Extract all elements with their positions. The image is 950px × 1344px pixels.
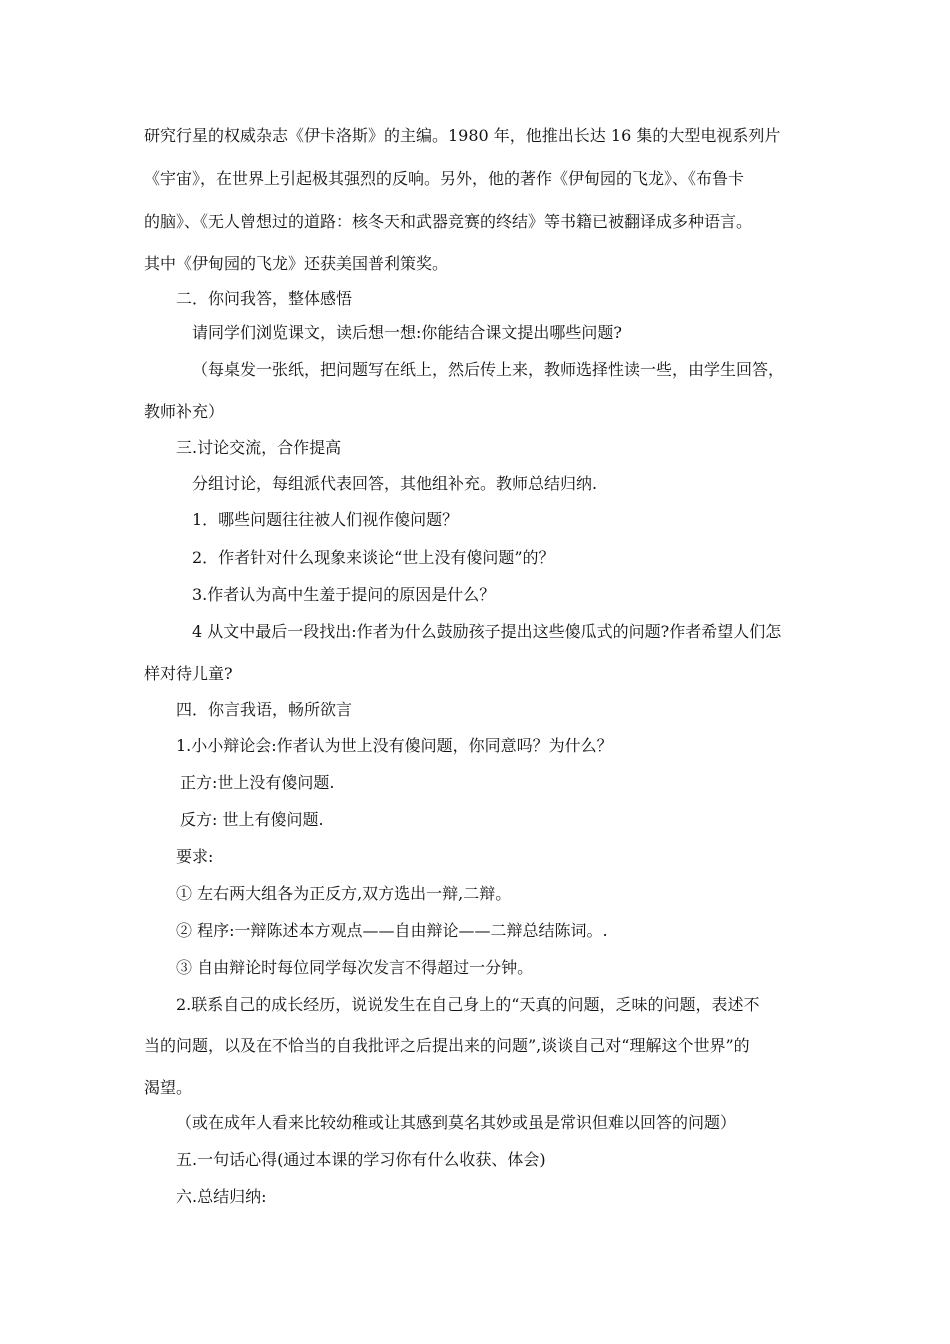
paragraph-line: 样对待儿童? — [144, 664, 233, 683]
question-item: 4 从文中最后一段找出:作者为什么鼓励孩子提出这些傻瓜式的问题?作者希望人们怎 — [192, 622, 782, 641]
paragraph-line: 当的问题，以及在不恰当的自我批评之后提出来的问题”,谈谈自己对“理解这个世界”的 — [144, 1036, 750, 1055]
list-item: ③ 自由辩论时每位同学每次发言不得超过一分钟。 — [176, 958, 534, 977]
paragraph-line: 2.联系自己的成长经历，说说发生在自己身上的“天真的问题，乏味的问题，表述不 — [176, 995, 760, 1014]
paragraph-line: （或在成年人看来比较幼稚或让其感到莫名其妙或虽是常识但难以回答的问题） — [176, 1113, 737, 1132]
section-heading: 四．你言我语，畅所欲言 — [176, 700, 353, 719]
paragraph-line: 教师补充） — [144, 402, 225, 421]
list-item: ① 左右两大组各为正反方,双方选出一辩,二辩。 — [176, 884, 512, 903]
paragraph-line: （每桌发一张纸，把问题写在纸上，然后传上来，教师选择性读一些，由学生回答， — [192, 360, 785, 379]
section-heading: 五.一句话心得(通过本课的学习你有什么收获、体会) — [176, 1150, 546, 1169]
section-heading: 二．你问我答，整体感悟 — [176, 289, 353, 308]
list-item: ② 程序:一辩陈述本方观点——自由辩论——二辩总结陈词。. — [176, 921, 608, 940]
paragraph-line: 反方: 世上有傻问题. — [180, 810, 324, 829]
paragraph-line: 的脑》、《无人曾想过的道路：核冬天和武器竞赛的终结》等书籍已被翻译成多种语言。 — [144, 212, 753, 231]
section-heading: 六.总结归纳: — [176, 1187, 267, 1206]
section-heading: 三.讨论交流，合作提高 — [176, 438, 342, 457]
paragraph-line: 请同学们浏览课文，读后想一想:你能结合课文提出哪些问题? — [192, 323, 622, 342]
question-item: 3.作者认为高中生羞于提问的原因是什么？ — [192, 585, 496, 604]
paragraph-line: 正方:世上没有傻问题. — [180, 773, 335, 792]
paragraph-line: 分组讨论，每组派代表回答，其他组补充。教师总结归纳. — [192, 474, 598, 493]
question-item: 2．作者针对什么现象来谈论“世上没有傻问题”的？ — [192, 548, 555, 567]
paragraph-line: 渴望。 — [144, 1078, 193, 1097]
question-item: 1．哪些问题往往被人们视作傻问题？ — [192, 510, 459, 529]
paragraph-line: 《宇宙》，在世界上引起极其强烈的反响。另外，他的著作《伊甸园的飞龙》、《布鲁卡 — [144, 169, 745, 188]
paragraph-line: 要求: — [176, 847, 214, 866]
paragraph-line: 研究行星的权威杂志《伊卡洛斯》的主编。1980 年，他推出长达 16 集的大型电视系列片 — [144, 126, 781, 145]
paragraph-line: 1.小小辩论会:作者认为世上没有傻问题，你同意吗？为什么？ — [176, 736, 613, 755]
paragraph-line: 其中《伊甸园的飞龙》还获美国普利策奖。 — [144, 254, 449, 273]
